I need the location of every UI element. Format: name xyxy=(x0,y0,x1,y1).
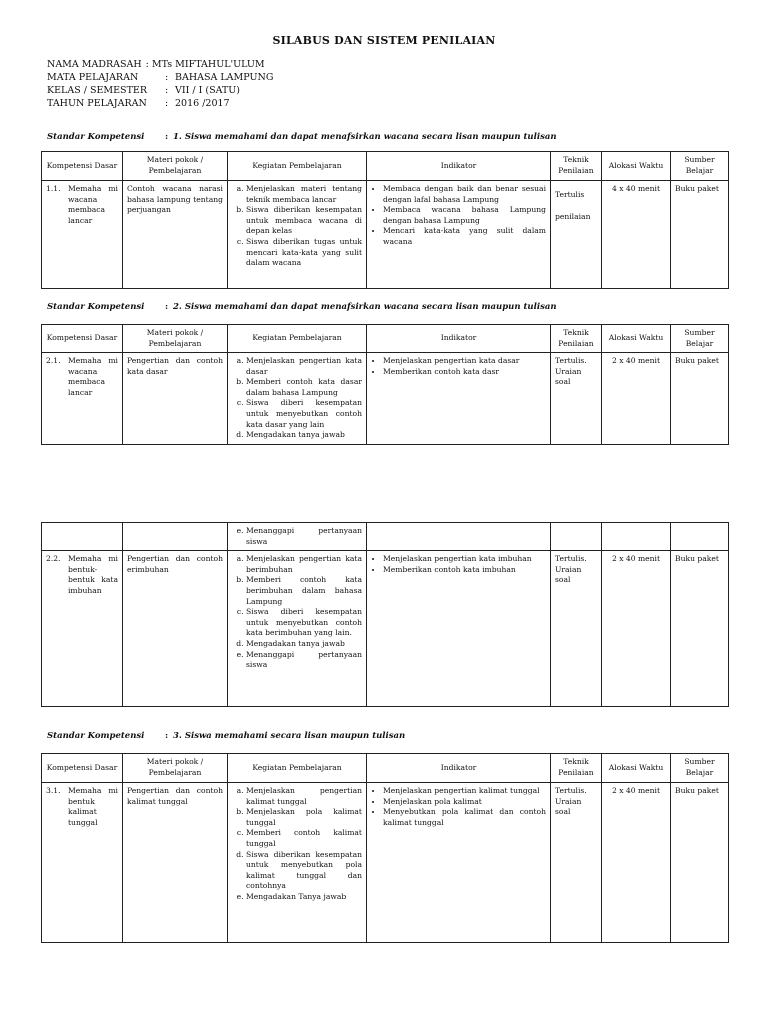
kegiatan-cell xyxy=(228,181,367,289)
meta-row xyxy=(47,71,273,84)
sk-label: Standar Kompetensi xyxy=(47,731,145,741)
list-item: c. Siswa diberi kesempatan untuk menyebutkan contoh kata dasar yang lain xyxy=(246,398,362,430)
list-item: d. Mengadakan tanya jawab xyxy=(246,639,362,650)
meta-label: NAMA MADRASAH xyxy=(47,59,142,70)
meta-value: VII / I (SATU) xyxy=(175,85,240,96)
indikator-cell xyxy=(367,783,551,943)
syllabus-table xyxy=(41,151,729,289)
list-item: e. Menanggapi pertanyaan siswa xyxy=(246,650,362,671)
teknik-cell: Tertulis. Uraian soal xyxy=(551,353,602,445)
kd-text: Memaha mi bentuk kalimat tunggal xyxy=(68,786,118,827)
sk-label: Standar Kompetensi xyxy=(47,302,145,312)
kd-number: 3.1. xyxy=(46,786,61,795)
list-item: • Memberikan contoh kata imbuhan xyxy=(383,565,546,576)
table-row xyxy=(42,353,729,445)
list-item: d. Mengadakan tanya jawab xyxy=(246,430,362,441)
meta-colon: : xyxy=(165,85,169,96)
kd-cell xyxy=(42,551,123,707)
sk-colon: : xyxy=(165,132,169,142)
kd-text: Memaha mi wacana membaca lancar xyxy=(68,356,118,397)
list-item: a. Menjelaskan pengertian kata dasar xyxy=(246,356,362,377)
kd-number: 2.1. xyxy=(46,356,61,365)
header-cell: Teknik Penilaian xyxy=(551,325,602,353)
indikator-cell xyxy=(367,353,551,445)
kd-text: Memaha mi bentuk-bentuk kata imbuhan xyxy=(68,554,118,595)
table-row xyxy=(42,181,729,289)
header-cell: Kegiatan Pembelajaran xyxy=(228,754,367,783)
header-cell: Kompetensi Dasar xyxy=(42,325,123,353)
list-item: b. Siswa diberikan kesempatan untuk membaca wacana di depan kelas xyxy=(246,205,362,237)
list-item: c. Siswa diberikan tugas untuk mencari kata-kata yang sulit dalam wacana xyxy=(246,237,362,269)
header-cell: Teknik Penilaian xyxy=(551,152,602,181)
alokasi-cell xyxy=(602,523,671,551)
kd-number: 1.1. xyxy=(46,184,61,193)
sk-colon: : xyxy=(165,731,169,741)
meta-value: BAHASA LAMPUNG xyxy=(175,72,274,83)
syllabus-table xyxy=(41,324,729,445)
school-info xyxy=(47,58,273,110)
kd-cell xyxy=(42,353,123,445)
alokasi-cell: 2 x 40 menit xyxy=(602,783,671,943)
header-cell: Alokasi Waktu xyxy=(602,152,671,181)
header-cell: Kompetensi Dasar xyxy=(42,152,123,181)
list-item: • Menjelaskan pola kalimat xyxy=(383,797,546,808)
kd-number: 2.2. xyxy=(46,554,61,564)
page-title: SILABUS DAN SISTEM PENILAIAN xyxy=(272,34,496,47)
sk-colon: : xyxy=(165,302,169,312)
alokasi-cell: 2 x 40 menit xyxy=(602,551,671,707)
list-item: • Membaca wacana bahasa Lampung dengan bahasa Lampung xyxy=(383,205,546,226)
standar-kompetensi xyxy=(47,731,405,741)
sumber-cell xyxy=(671,523,729,551)
list-item: b. Memberi contoh kata berimbuhan dalam bahasa Lampung xyxy=(246,575,362,607)
teknik-cell xyxy=(551,523,602,551)
meta-row xyxy=(47,84,273,97)
teknik-cell: Tertulis. Uraian soal xyxy=(551,783,602,943)
list-item: • Menyebutkan pola kalimat dan contoh kalimat tunggal xyxy=(383,807,546,828)
sumber-cell: Buku paket xyxy=(671,551,729,707)
list-item: c. Memberi contoh kalimat tunggal xyxy=(246,828,362,849)
list-item: • Menjelaskan pengertian kalimat tunggal xyxy=(383,786,546,797)
table-row xyxy=(42,523,729,551)
list-item: a. Menjelaskan pengertian kata berimbuhan xyxy=(246,554,362,575)
meta-colon: : xyxy=(145,59,149,70)
kd-cell xyxy=(42,523,123,551)
sumber-cell: Buku paket xyxy=(671,783,729,943)
header-cell: Materi pokok / Pembelajaran xyxy=(123,152,228,181)
standar-kompetensi xyxy=(47,302,557,312)
header-cell: Sumber Belajar xyxy=(671,325,729,353)
meta-label: TAHUN PELAJARAN xyxy=(47,98,147,109)
list-item: a. Menjelaskan materi tentang teknik membaca lancar xyxy=(246,184,362,205)
meta-value: MTs MIFTAHUL'ULUM xyxy=(151,59,265,70)
header-cell: Alokasi Waktu xyxy=(602,325,671,353)
kegiatan-cell xyxy=(228,783,367,943)
list-item: b. Menjelaskan pola kalimat tunggal xyxy=(246,807,362,828)
table-header-row xyxy=(42,754,729,783)
list-item: • Menjelaskan pengertian kata imbuhan xyxy=(383,554,546,565)
teknik-cell: Tertulis. Uraian soal xyxy=(551,551,602,707)
meta-colon: : xyxy=(165,98,169,109)
kegiatan-cell xyxy=(228,353,367,445)
materi-cell: Contoh wacana narasi bahasa lampung tentang perjuangan xyxy=(123,181,228,289)
kegiatan-cell xyxy=(228,551,367,707)
materi-cell: Pengertian dan contoh kata dasar xyxy=(123,353,228,445)
meta-label: KELAS / SEMESTER xyxy=(47,85,147,96)
list-item: e. Mengadakan Tanya jawab xyxy=(246,892,362,903)
sk-value: 2. Siswa memahami dan dapat menafsirkan wacana secara lisan maupun tulisan xyxy=(173,302,557,312)
materi-cell: Pengertian dan contoh erimbuhan xyxy=(123,551,228,707)
meta-colon: : xyxy=(165,72,169,83)
alokasi-cell: 4 x 40 menit xyxy=(602,181,671,289)
list-item: • Membaca dengan baik dan benar sesuai dengan lafal bahasa Lampung xyxy=(383,184,546,205)
indikator-cell xyxy=(367,181,551,289)
sk-value: 1. Siswa memahami dan dapat menafsirkan wacana secara lisan maupun tulisan xyxy=(173,132,557,142)
kd-cell xyxy=(42,783,123,943)
header-cell: Kegiatan Pembelajaran xyxy=(228,325,367,353)
kegiatan-cell xyxy=(228,523,367,551)
list-item: • Mencari kata-kata yang sulit dalam wacana xyxy=(383,226,546,247)
header-cell: Kompetensi Dasar xyxy=(42,754,123,783)
teknik-cell: Tertulis penilaian xyxy=(551,181,602,289)
meta-value: 2016 /2017 xyxy=(175,98,230,109)
header-cell: Teknik Penilaian xyxy=(551,754,602,783)
header-cell: Sumber Belajar xyxy=(671,754,729,783)
indikator-cell xyxy=(367,551,551,707)
header-cell: Indikator xyxy=(367,325,551,353)
kd-text: Memaha mi wacana membaca lancar xyxy=(68,184,118,225)
materi-cell xyxy=(123,523,228,551)
syllabus-table-continued xyxy=(41,522,729,707)
table-row xyxy=(42,783,729,943)
meta-row xyxy=(47,58,273,71)
table-row xyxy=(42,551,729,707)
list-item: • Menjelaskan pengertian kata dasar xyxy=(383,356,546,367)
list-item: d. Siswa diberikan kesempatan untuk menyebutkan pola kalimat tunggal dan contohnya xyxy=(246,850,362,892)
header-cell: Sumber Belajar xyxy=(671,152,729,181)
syllabus-table xyxy=(41,753,729,943)
header-cell: Indikator xyxy=(367,152,551,181)
alokasi-cell: 2 x 40 menit xyxy=(602,353,671,445)
sumber-cell: Buku paket xyxy=(671,353,729,445)
header-cell: Materi pokok / Pembelajaran xyxy=(123,325,228,353)
list-item: b. Memberi contoh kata dasar dalam bahasa Lampung xyxy=(246,377,362,398)
header-cell: Alokasi Waktu xyxy=(602,754,671,783)
materi-cell: Pengertian dan contoh kalimat tunggal xyxy=(123,783,228,943)
header-cell: Indikator xyxy=(367,754,551,783)
standar-kompetensi xyxy=(47,132,557,142)
list-item: • Memberikan contoh kata dasr xyxy=(383,367,546,378)
sk-value: 3. Siswa memahami secara lisan maupun tulisan xyxy=(173,731,406,741)
header-cell: Materi pokok / Pembelajaran xyxy=(123,754,228,783)
meta-label: MATA PELAJARAN xyxy=(47,72,139,83)
table-header-row xyxy=(42,325,729,353)
sumber-cell: Buku paket xyxy=(671,181,729,289)
meta-row xyxy=(47,97,273,110)
kd-cell xyxy=(42,181,123,289)
table-header-row xyxy=(42,152,729,181)
indikator-cell xyxy=(367,523,551,551)
list-item: e. Menanggapi pertanyaan siswa xyxy=(246,526,362,547)
sk-label: Standar Kompetensi xyxy=(47,132,145,142)
list-item: a. Menjelaskan pengertian kalimat tunggal xyxy=(246,786,362,807)
header-cell: Kegiatan Pembelajaran xyxy=(228,152,367,181)
list-item: c. Siswa diberi kesempatan untuk menyebutkan contoh kata berimbuhan yang lain. xyxy=(246,607,362,639)
